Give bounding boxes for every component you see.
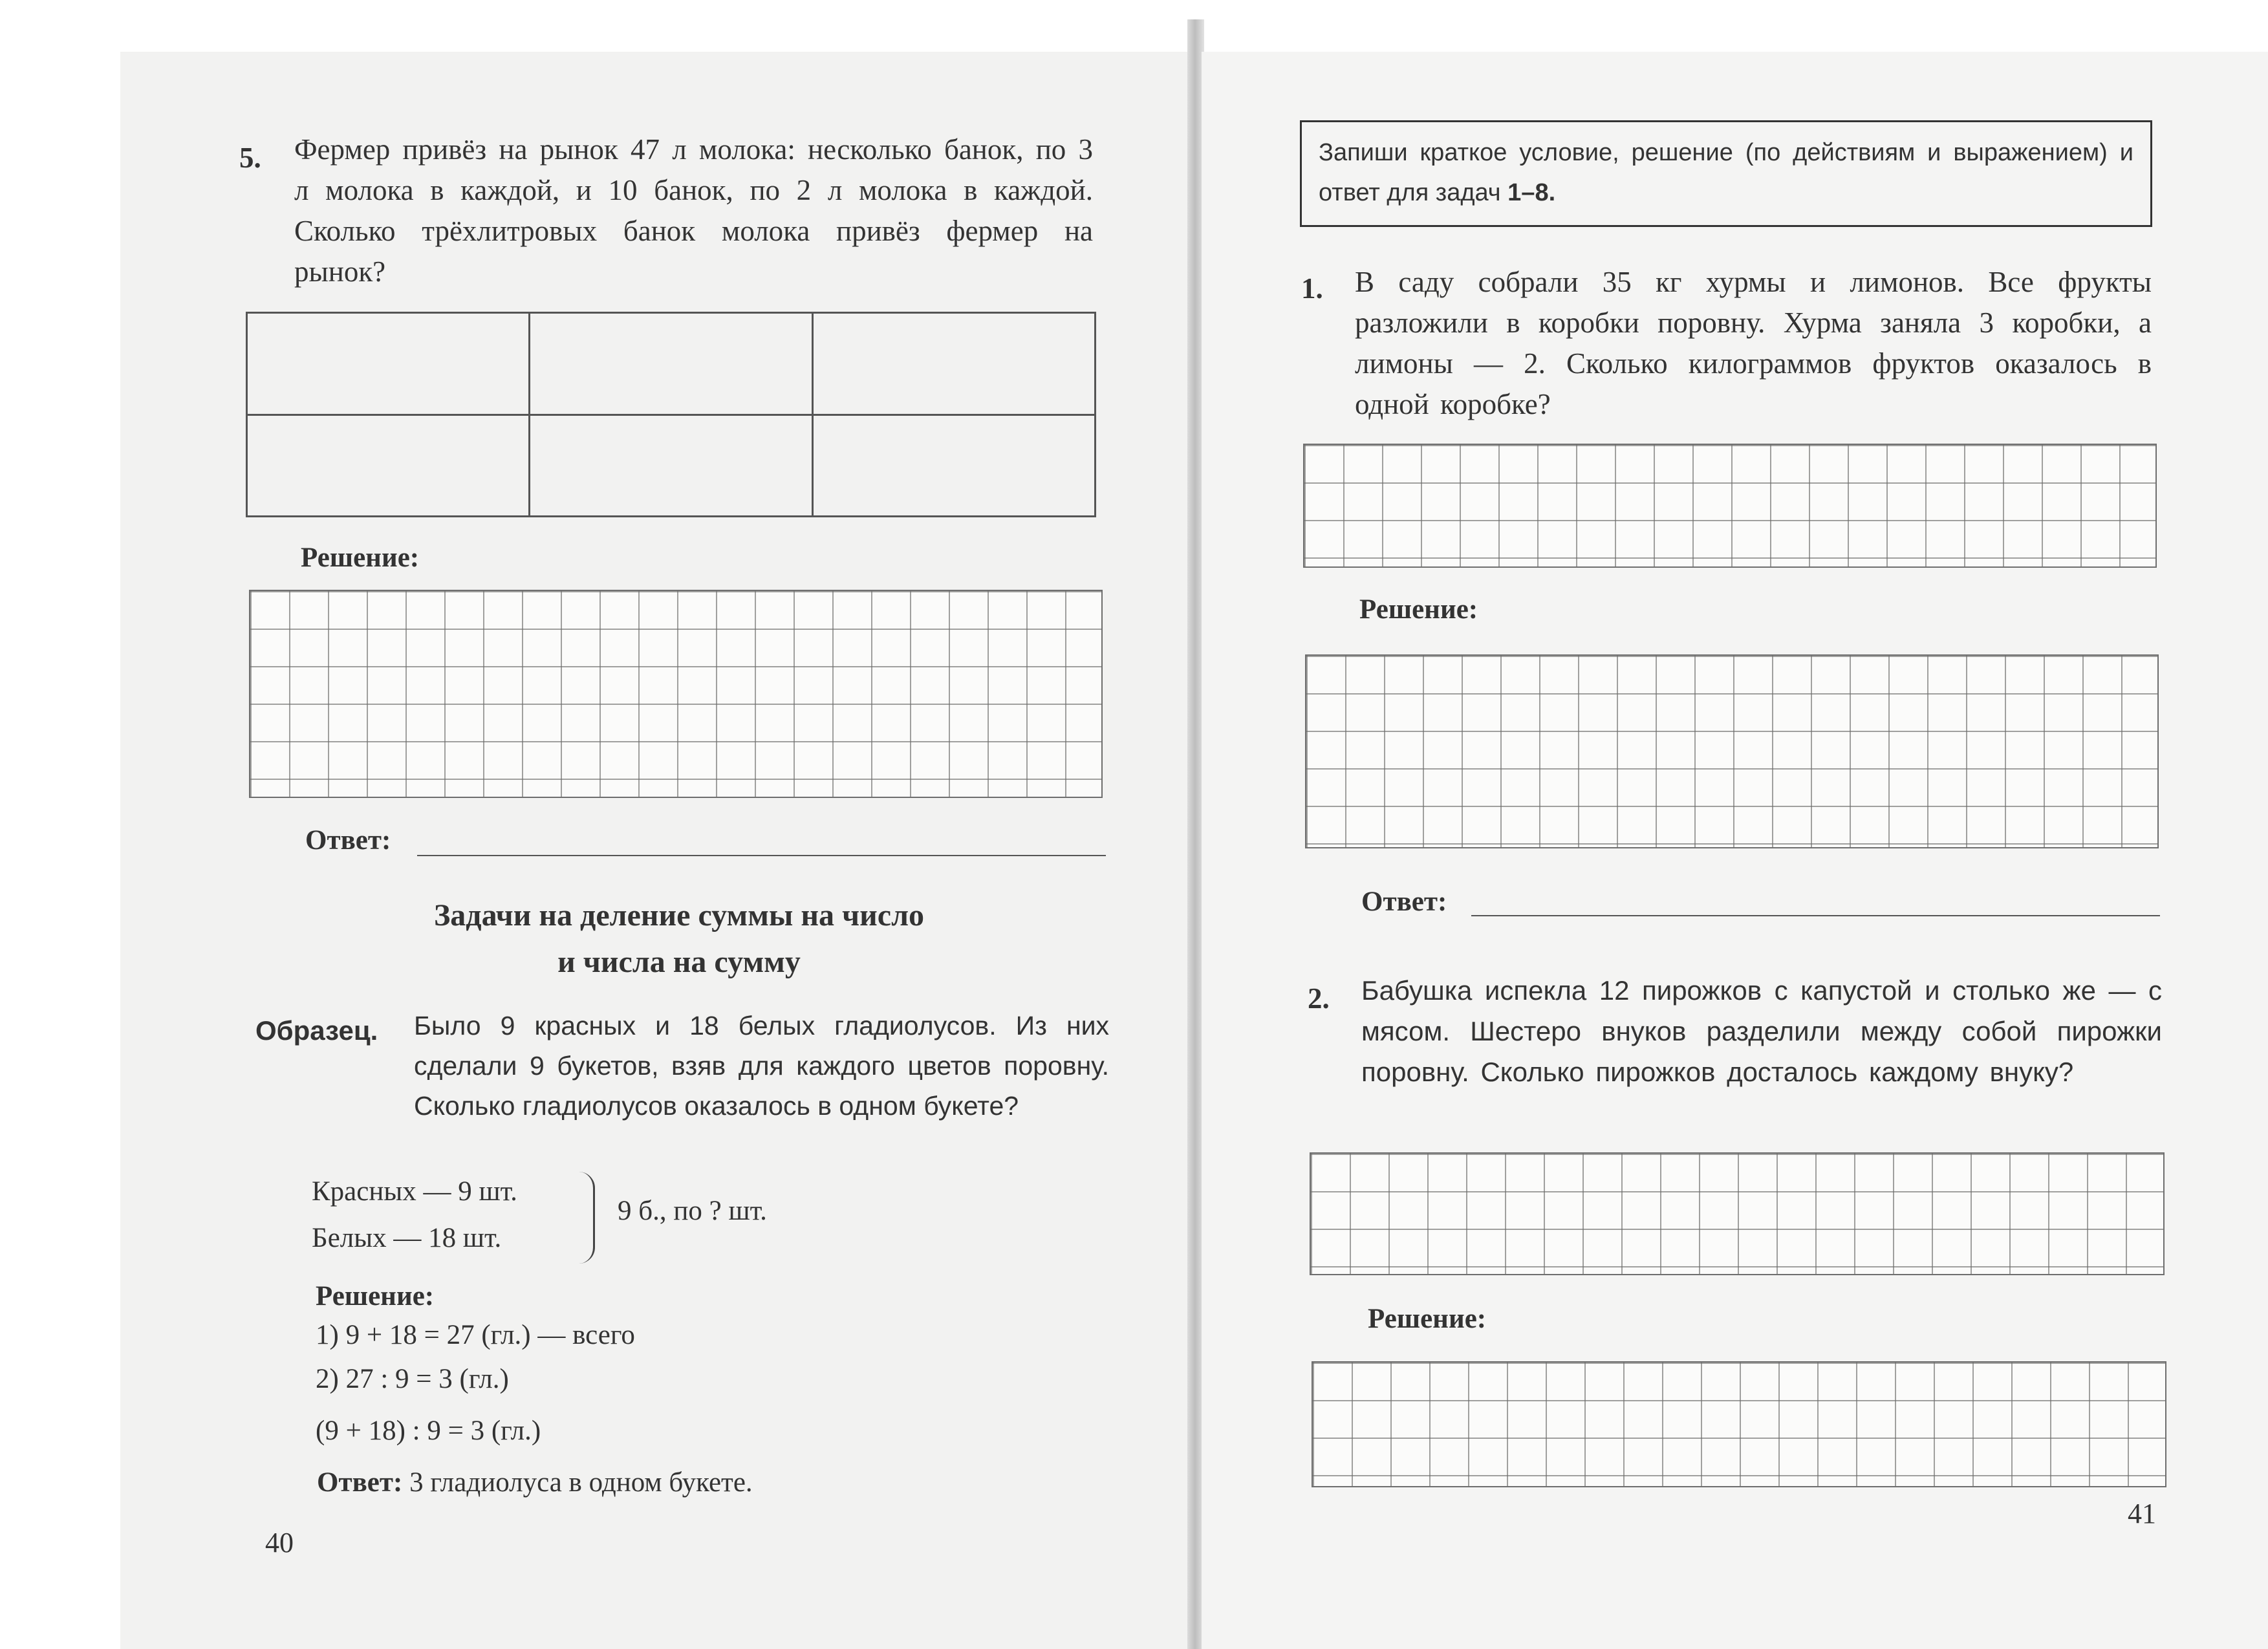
task1-text: В саду собрали 35 кг хурмы и лимонов. Все фрукты разложили в коробки поровну. Хурма заняла 3 коробки, а лимоны — 2. Сколько килограммов фруктов оказалось в одной коробке? xyxy=(1355,266,2152,420)
task5-number: 5. xyxy=(239,142,261,174)
task1-answer-line[interactable] xyxy=(1471,915,2160,916)
task5-text: Фермер привёз на рынок 47 л молока: несколько банок, по 3 л молока в каждой, и 10 банок, по 2 л молока в каждой. Сколько трёхлитровых банок молока привёз фермер на рынок? xyxy=(294,133,1093,288)
instruction-text: Запиши краткое условие, решение (по действиям и выражением) и ответ для задач xyxy=(1319,139,2133,206)
condition-brace xyxy=(579,1172,595,1264)
condition-cell[interactable] xyxy=(530,313,812,415)
sample-step1: 1) 9 + 18 = 27 (гл.) — всего xyxy=(316,1320,635,1350)
sample-cond-white: Белых — 18 шт. xyxy=(312,1223,502,1253)
task2-condition-grid[interactable] xyxy=(1310,1152,2165,1275)
task1-answer-label: Ответ: xyxy=(1361,887,1447,917)
task2-solution-label: Решение: xyxy=(1368,1304,1487,1334)
sample-answer xyxy=(317,1467,753,1498)
sample-step2: 2) 27 : 9 = 3 (гл.) xyxy=(316,1364,509,1394)
task2-number: 2. xyxy=(1308,982,1330,1015)
condition-cell[interactable] xyxy=(530,415,812,517)
section-heading-line2: и числа на сумму xyxy=(557,945,801,979)
sample-label: Образец. xyxy=(255,1015,378,1046)
condition-cell[interactable] xyxy=(247,313,530,415)
condition-cell[interactable] xyxy=(812,313,1095,415)
sample-cond-result: 9 б., по ? шт. xyxy=(618,1196,767,1226)
task5-solution-grid[interactable] xyxy=(249,590,1103,798)
section-heading xyxy=(246,892,1112,986)
section-heading-line1: Задачи на деление суммы на число xyxy=(433,898,925,932)
task5-condition-table[interactable] xyxy=(246,312,1096,517)
page-number-right: 41 xyxy=(2128,1498,2156,1529)
task1-condition-grid[interactable] xyxy=(1303,444,2157,568)
sample-solution-label: Решение: xyxy=(316,1281,435,1311)
sample-expression: (9 + 18) : 9 = 3 (гл.) xyxy=(316,1416,541,1446)
task1-solution-grid[interactable] xyxy=(1305,654,2159,848)
task5-answer-line[interactable] xyxy=(417,855,1106,856)
sample-text: Было 9 красных и 18 белых гладиолусов. Из них сделали 9 букетов, взяв для каждого цветов поровну. Сколько гладиолусов оказалось в одном букете? xyxy=(414,1011,1109,1121)
task5-solution-label: Решение: xyxy=(301,543,420,573)
condition-cell[interactable] xyxy=(247,415,530,517)
task2-solution-grid[interactable] xyxy=(1312,1361,2166,1487)
task1-number: 1. xyxy=(1301,272,1323,305)
sample-cond-red: Красных — 9 шт. xyxy=(312,1176,517,1207)
task5-answer-label: Ответ: xyxy=(305,825,391,856)
condition-cell[interactable] xyxy=(812,415,1095,517)
instruction-bold: 1–8. xyxy=(1507,179,1556,206)
task2-text: Бабушка испекла 12 пирожков с капустой и столько же — с мясом. Шестеро внуков разделили между собой пирожки поровну. Сколько пирожков досталось каждому внуку? xyxy=(1361,975,2162,1087)
task1-solution-label: Решение: xyxy=(1359,594,1478,625)
page-number-left: 40 xyxy=(265,1527,294,1558)
sample-answer-label: Ответ: xyxy=(317,1467,403,1498)
sample-answer-text: 3 гладиолуса в одном букете. xyxy=(409,1467,753,1498)
instruction-box xyxy=(1300,120,2152,227)
